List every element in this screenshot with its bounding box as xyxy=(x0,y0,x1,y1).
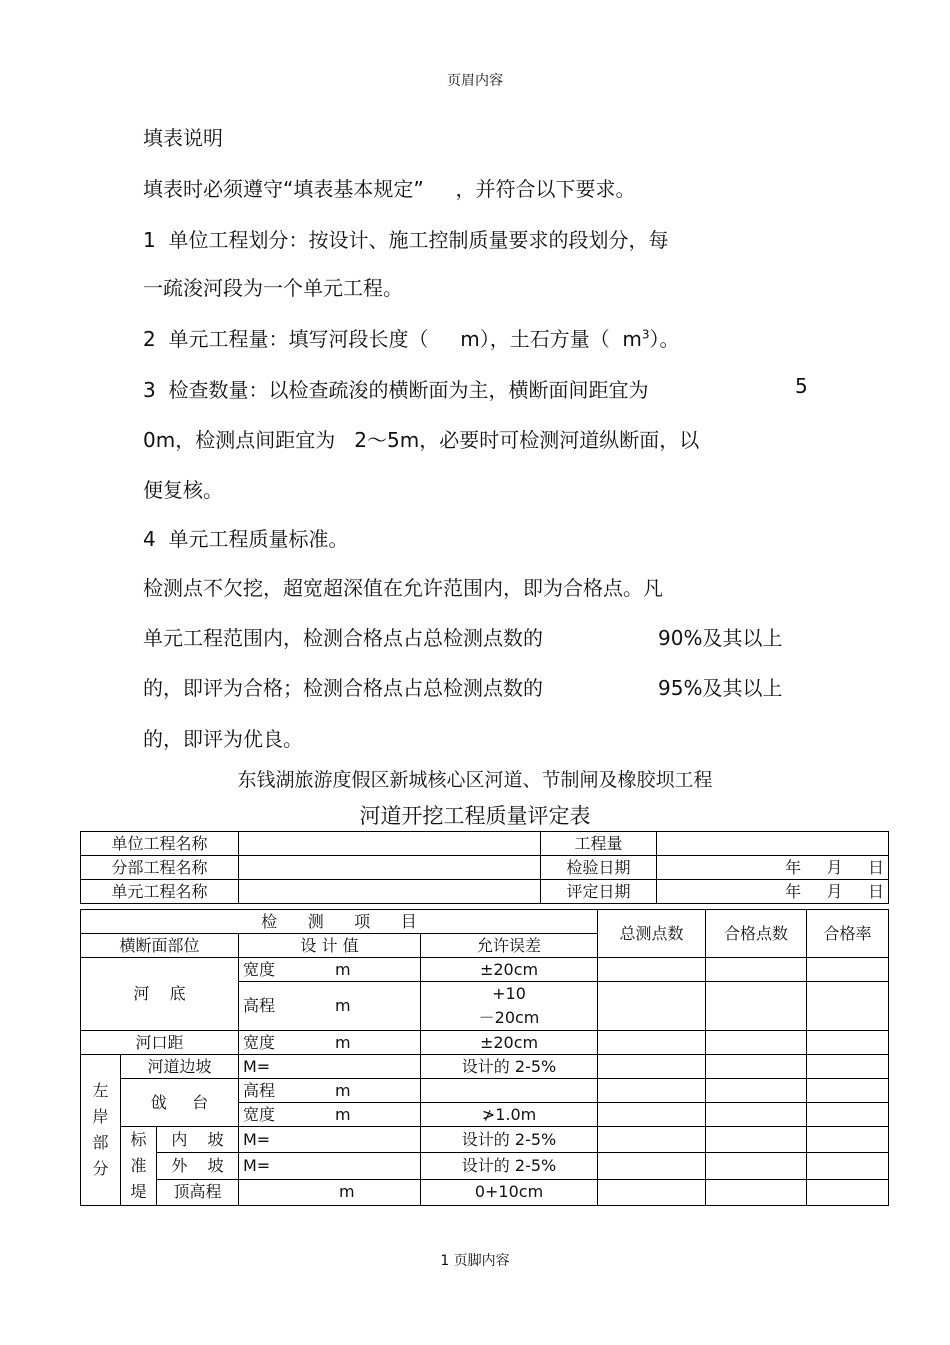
cell[interactable] xyxy=(706,1153,807,1179)
riverbed-width-tolerance: ±20cm xyxy=(421,958,598,982)
tol-plus10: +10 xyxy=(492,984,526,1003)
cell[interactable] xyxy=(706,1079,807,1103)
notes-item2-sup: 3 xyxy=(641,327,650,342)
river-mouth-tolerance: ±20cm xyxy=(421,1031,598,1055)
berm-width-design xyxy=(239,1103,421,1127)
cell[interactable] xyxy=(706,1127,807,1153)
page-footer: 1 页脚内容 xyxy=(440,1253,510,1269)
inner-slope-design: M= xyxy=(239,1127,421,1153)
sub-project-name-value[interactable] xyxy=(239,856,541,880)
river-slope-tolerance: 设计的 2-5% xyxy=(421,1055,598,1079)
top-elevation-design xyxy=(239,1179,421,1205)
notes-item4d: 的，即评为优良。 xyxy=(143,727,303,751)
cell[interactable] xyxy=(807,982,889,1031)
total-points-header: 总测点数 xyxy=(598,910,706,958)
notes-item4b-value: 90%及其以上 xyxy=(658,626,783,650)
element-project-name-value[interactable] xyxy=(239,880,541,904)
cell[interactable] xyxy=(598,1179,706,1205)
unit-m: m xyxy=(335,959,351,979)
cell[interactable] xyxy=(807,1153,889,1179)
unit-m: m xyxy=(335,1032,351,1052)
inspect-date-label: 检验日期 xyxy=(541,856,657,880)
cell[interactable] xyxy=(706,982,807,1031)
inner-slope-tolerance: 设计的 2-5% xyxy=(421,1127,598,1153)
cell[interactable] xyxy=(598,1031,706,1055)
cell[interactable] xyxy=(706,1055,807,1079)
width-label: 宽度 xyxy=(243,1104,276,1124)
design-value-header: 设 计 值 xyxy=(239,934,421,958)
cell[interactable] xyxy=(807,1055,889,1079)
pass-rate-header: 合格率 xyxy=(807,910,889,958)
notes-item2-text: 2 单元工程量：填写河段长度（ m），土石方量（ m xyxy=(143,327,642,351)
elevation-label: 高程 xyxy=(243,996,276,1015)
sub-project-name-label: 分部工程名称 xyxy=(81,856,239,880)
cell[interactable] xyxy=(807,1127,889,1153)
river-slope-design: M= xyxy=(239,1055,421,1079)
notes-item1a: 1 单位工程划分：按设计、施工控制质量要求的段划分，每 xyxy=(143,228,669,252)
berm-width-tolerance: ≯1.0m xyxy=(421,1103,598,1127)
left-bank-label: 左岸部分 xyxy=(81,1055,121,1206)
cell[interactable] xyxy=(598,958,706,982)
outer-slope-tolerance: 设计的 2-5% xyxy=(421,1153,598,1179)
cell[interactable] xyxy=(598,1127,706,1153)
element-project-name-label: 单元工程名称 xyxy=(81,880,239,904)
outer-slope-design: M= xyxy=(239,1153,421,1179)
riverbed-label: 河 底 xyxy=(81,958,239,1031)
unit-project-name-label: 单位工程名称 xyxy=(81,832,239,856)
info-table xyxy=(80,831,889,904)
notes-item1b: 一疏浚河段为一个单元工程。 xyxy=(143,276,403,300)
cell[interactable] xyxy=(706,1179,807,1205)
passed-points-header: 合格点数 xyxy=(706,910,807,958)
tolerance-header: 允许误差 xyxy=(421,934,598,958)
notes-title: 填表说明 xyxy=(143,126,223,150)
standard-levee-label: 标准堤 xyxy=(121,1127,157,1206)
inspect-date-value[interactable]: 年 月 日 xyxy=(657,856,889,880)
riverbed-elevation-tolerance xyxy=(421,982,598,1031)
riverbed-elevation-design xyxy=(239,982,421,1031)
quantity-label: 工程量 xyxy=(541,832,657,856)
notes-item2-end: ）。 xyxy=(649,327,680,351)
unit-project-name-value[interactable] xyxy=(239,832,541,856)
notes-item3c: 便复核。 xyxy=(143,478,223,502)
cell[interactable] xyxy=(706,1031,807,1055)
inspect-items-header: 检 测 项 目 xyxy=(81,910,598,934)
notes-line1: 填表时必须遵守“填表基本规定” ，并符合以下要求。 xyxy=(143,177,636,201)
section-part-header: 横断面部位 xyxy=(81,934,239,958)
top-elevation-label: 顶高程 xyxy=(157,1179,239,1205)
notes-item4b: 单元工程范围内，检测合格点占总检测点数的 xyxy=(143,626,543,650)
cell[interactable] xyxy=(598,1103,706,1127)
notes-item2 xyxy=(143,323,680,352)
notes-item4: 4 单元工程质量标准。 xyxy=(143,527,349,551)
table-title: 河道开挖工程质量评定表 xyxy=(359,804,591,828)
cell[interactable] xyxy=(807,1079,889,1103)
project-title: 东钱湖旅游度假区新城核心区河道、节制闸及橡胶坝工程 xyxy=(237,769,713,791)
cell[interactable] xyxy=(598,1079,706,1103)
cell[interactable] xyxy=(598,982,706,1031)
quantity-value[interactable] xyxy=(657,832,889,856)
riverbed-width-design xyxy=(239,958,421,982)
cell[interactable] xyxy=(807,1179,889,1205)
eval-date-value[interactable]: 年 月 日 xyxy=(657,880,889,904)
cell[interactable] xyxy=(807,1031,889,1055)
unit-m: m xyxy=(335,1080,351,1100)
cell[interactable] xyxy=(706,958,807,982)
inspection-table xyxy=(80,909,889,1206)
berm-elevation-design xyxy=(239,1079,421,1103)
notes-item4c: 的，即评为合格；检测合格点占总检测点数的 xyxy=(143,676,543,700)
berm-elevation-tolerance xyxy=(421,1079,598,1103)
cell[interactable] xyxy=(598,1055,706,1079)
tol-minus20: －20cm xyxy=(478,1008,540,1027)
notes-item3a: 3 检查数量：以检查疏浚的横断面为主，横断面间距宜为 xyxy=(143,378,649,402)
notes-item3b: 0m，检测点间距宜为 2～5m，必要时可检测河道纵断面，以 xyxy=(143,428,700,452)
notes-item4a: 检测点不欠挖，超宽超深值在允许范围内，即为合格点。凡 xyxy=(143,576,663,600)
notes-item3a-num: 5 xyxy=(795,374,808,398)
berm-label: 戗 台 xyxy=(121,1079,239,1127)
cell[interactable] xyxy=(807,1103,889,1127)
cell[interactable] xyxy=(598,1153,706,1179)
cell[interactable] xyxy=(807,958,889,982)
page-header: 页眉内容 xyxy=(447,73,503,89)
width-label: 宽度 xyxy=(243,1032,276,1052)
notes-item4c-value: 95%及其以上 xyxy=(658,676,783,700)
eval-date-label: 评定日期 xyxy=(541,880,657,904)
river-slope-label: 河道边坡 xyxy=(121,1055,239,1079)
unit-m: m xyxy=(335,1104,351,1124)
outer-slope-label: 外 坡 xyxy=(157,1153,239,1179)
elevation-label: 高程 xyxy=(243,1080,276,1100)
river-mouth-label: 河口距 xyxy=(81,1031,239,1055)
width-label: 宽度 xyxy=(243,959,276,979)
river-mouth-design xyxy=(239,1031,421,1055)
inner-slope-label: 内 坡 xyxy=(157,1127,239,1153)
unit-m: m xyxy=(335,996,351,1015)
unit-m: m xyxy=(339,1182,355,1202)
top-elevation-tolerance: 0+10cm xyxy=(421,1179,598,1205)
cell[interactable] xyxy=(706,1103,807,1127)
